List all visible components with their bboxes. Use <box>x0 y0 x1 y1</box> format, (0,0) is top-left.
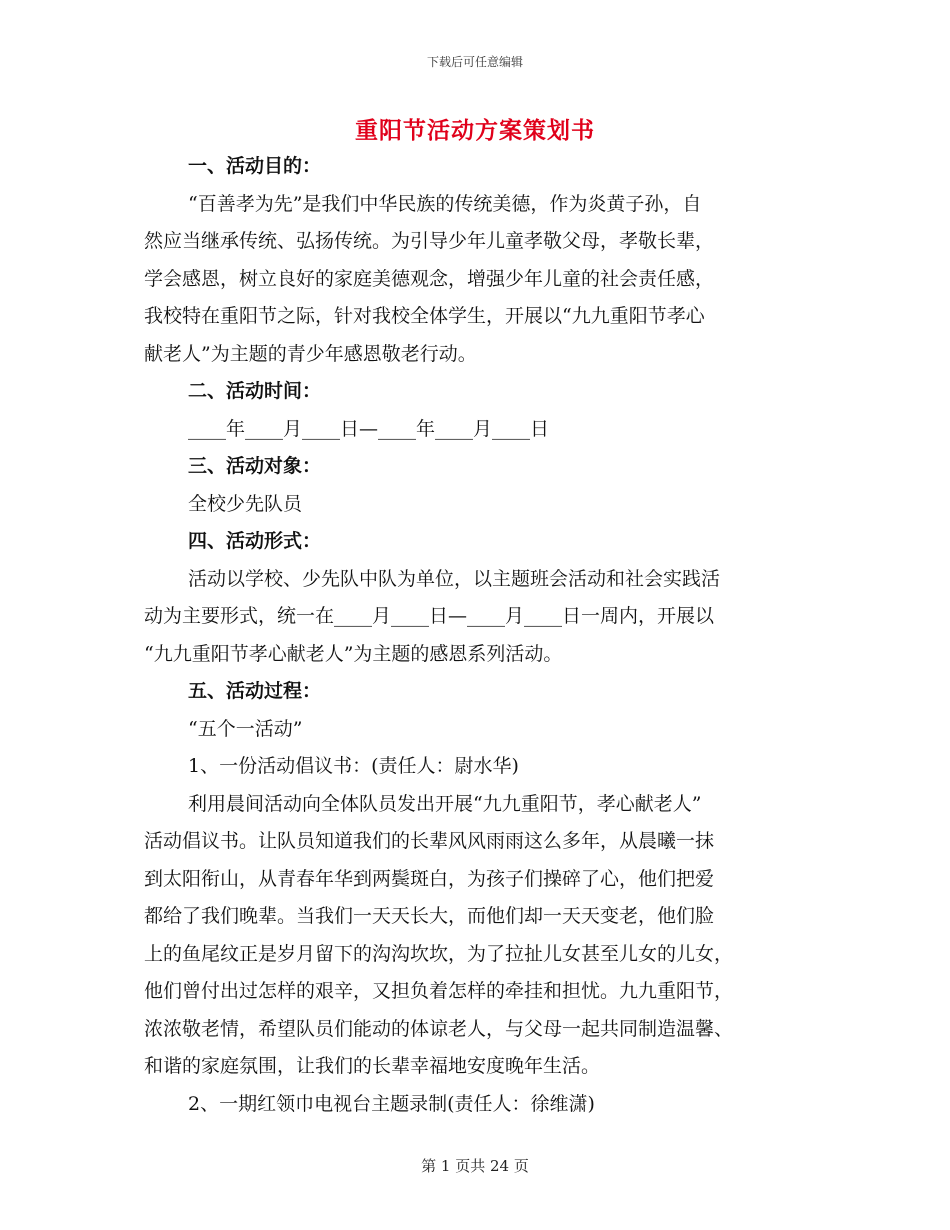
text-line: 2、一期红领巾电视台主题录制(责任人：徐维潇) <box>188 1092 595 1115</box>
section-heading: 五、活动过程： <box>188 680 322 702</box>
text-line: “九九重阳节孝心献老人”为主题的感恩系列活动。 <box>144 642 563 665</box>
text-line: ____年____月____日—____年____月____日 <box>188 417 550 440</box>
document-body <box>144 148 804 1123</box>
page-footer: 第 1 页共 24 页 <box>421 1157 529 1175</box>
text-line: 献老人”为主题的青少年感恩敬老行动。 <box>144 342 477 365</box>
text-line: 他们曾付出过怎样的艰辛，又担负着怎样的牵挂和担忧。九九重阳节， <box>144 980 734 1002</box>
text-line: 我校特在重阳节之际，针对我校全体学生，开展以“九九重阳节孝心 <box>144 305 705 327</box>
text-line: 都给了我们晚辈。当我们一天天长大，而他们却一天天变老，他们脸 <box>144 905 715 927</box>
text-line: 上的鱼尾纹正是岁月留下的沟沟坎坎，为了拉扯儿女甚至儿女的儿女， <box>144 942 734 965</box>
text-line: 活动以学校、少先队中队为单位，以主题班会活动和社会实践活 <box>188 567 721 590</box>
text-line: 动为主要形式，统一在____月____日—____月____日一周内，开展以 <box>144 605 715 627</box>
text-line: “五个一活动” <box>188 717 303 740</box>
header-note: 下载后可任意编辑 <box>426 55 523 69</box>
text-line: 利用晨间活动向全体队员发出开展“九九重阳节，孝心献老人” <box>188 792 702 815</box>
text-line: “百善孝为先”是我们中华民族的传统美德，作为炎黄子孙，自 <box>188 192 702 215</box>
document-title: 重阳节活动方案策划书 <box>355 117 595 144</box>
section-heading: 一、活动目的： <box>188 155 322 177</box>
text-line: 和谐的家庭氛围，让我们的长辈幸福地安度晚年生活。 <box>144 1055 601 1077</box>
text-line: 活动倡议书。让队员知道我们的长辈风风雨雨这么多年，从晨曦一抹 <box>144 830 715 852</box>
section-heading: 三、活动对象： <box>188 455 322 477</box>
text-line: 到太阳衔山，从青春年华到两鬓斑白，为孩子们操碎了心，他们把爱 <box>144 867 715 890</box>
text-line: 学会感恩，树立良好的家庭美德观念，增强少年儿童的社会责任感， <box>144 267 715 290</box>
section-heading: 四、活动形式： <box>188 530 322 552</box>
section-heading: 二、活动时间： <box>188 380 322 402</box>
text-line: 全校少先队员 <box>188 492 303 515</box>
text-line: 浓浓敬老情，希望队员们能动的体谅老人，与父母一起共同制造温馨、 <box>144 1017 734 1040</box>
text-line: 1、一份活动倡议书：(责任人：尉水华) <box>188 755 519 777</box>
text-line: 然应当继承传统、弘扬传统。为引导少年儿童孝敬父母，孝敬长辈， <box>144 230 715 252</box>
